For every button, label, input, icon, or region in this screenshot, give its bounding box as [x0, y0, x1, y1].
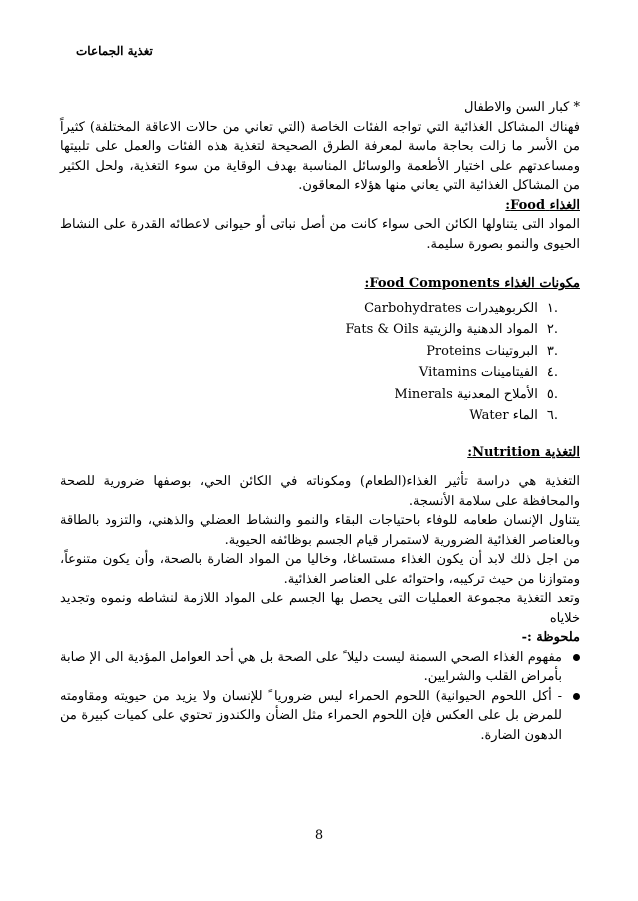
component-item: [60, 405, 558, 427]
component-number: .٦: [546, 408, 558, 423]
component-en: Vitamins: [418, 365, 477, 380]
food-heading-en: Food: [510, 197, 546, 213]
component-en: Proteins: [426, 343, 482, 359]
document-body: [60, 98, 580, 745]
note-text: - أكل اللحوم الحيوانية) اللحوم الحمراء ليس ضروريا ً للإنسان ولا يزيد من حيويته ومقاومته للمرض بل على العكس فإن اللحوم الحمراء مثل الضأن والكندوز تحتوي على كميات كبيرة من الدهون الضارة.: [60, 688, 562, 743]
food-paragraph: المواد التى يتناولها الكائن الحى سواء كانت من أصل نباتى أو حيوانى لاعطائه القدرة على النشاط الحيوى والنمو بصورة سليمة.: [60, 217, 580, 252]
nutrition-heading: التغذية Nutrition:: [467, 444, 580, 460]
food-heading-ar: الغذاء: [549, 197, 580, 213]
notes-list: [60, 648, 580, 746]
component-ar: المواد الدهنية والزيتية: [422, 322, 538, 337]
component-ar: الأملاح المعدنية: [456, 386, 538, 402]
component-ar: البروتينات: [485, 343, 538, 359]
elderly-heading: * كبار السن والاطفال: [464, 100, 580, 115]
component-item: [60, 298, 558, 320]
nutrition-paragraph-needs: يتناول الإنسان طعامه للوفاء باحتياجات البقاء والنمو والنشاط العضلي والذهني، والتزود بالطاقة وبالعناصر الغذائية الضرورية لاستمرار قيام الجسم بوظائفه الحيوية.: [60, 513, 580, 548]
component-number: .١: [546, 300, 558, 316]
component-en: Water: [469, 408, 509, 423]
component-number: .٤: [546, 365, 558, 380]
note-text: مفهوم الغذاء الصحي السمنة ليست دليلا ً على الصحة بل هي أحد العوامل المؤدية الى الإ صابة بأمراض القلب والشرايين.: [60, 649, 562, 684]
component-number: .٥: [546, 386, 558, 402]
component-ar: الماء: [512, 408, 538, 423]
bullet-icon: [573, 654, 580, 661]
elderly-paragraph: فهناك المشاكل الغذائية التي تواجه الفئات الخاصة (التي تعاني من حالات الاعاقة المختلفة) كثيراً من الأسر ما زالت بحاجة ماسة لمعرفة الطرق الصحيحة لتغذية هذه الفئات والعمل على تلبيتها ومساعدتهم على اختيار الأطعمة والوسائل المناسبة بهدف الوقاية من سوء التغذية، ولحل الكثير من المشاكل الغذائية التي يعاني منها هؤلاء المعاقون.: [60, 119, 580, 193]
component-number: .٣: [546, 343, 558, 359]
component-item: [60, 362, 558, 384]
component-item: [60, 341, 558, 363]
food-heading: الغذاء Food:: [505, 197, 580, 213]
page-number: 8: [314, 828, 324, 843]
running-header: تغذية الجماعات: [76, 44, 153, 58]
note-item: [60, 687, 580, 746]
component-ar: الفيتامينات: [480, 365, 538, 380]
nutrition-paragraph-processes: وتعد التغذية مجموعة العمليات التى يحصل بها الجسم على المواد اللازمة لنشاطه ونموه وتجديد خلاياه: [60, 591, 580, 626]
components-list: [60, 298, 580, 427]
nutrition-paragraph-definition: التغذية هي دراسة تأثير الغذاء(الطعام) ومكوناته في الكائن الحي، بوصفها ضرورية للصحة والمحافظة على سلامة الأنسجة.: [60, 474, 580, 509]
nutrition-paragraph-requirements: من اجل ذلك لابد أن يكون الغذاء مستساغا، وخاليا من المواد الضارة بالصحة، وأن يكون متنوعاً، ومتوازنا من حيث تركيبه، واحتوائه على العناصر الغذائية.: [60, 552, 580, 587]
component-number: .٢: [546, 322, 558, 337]
component-en: Fats & Oils: [345, 322, 419, 337]
component-en: Carbohydrates: [364, 300, 462, 316]
note-item: [60, 648, 580, 687]
component-en: Minerals: [394, 386, 453, 402]
component-ar: الكربوهيدرات: [465, 300, 538, 316]
component-item: [60, 319, 558, 341]
component-item: [60, 384, 558, 406]
bullet-icon: [573, 693, 580, 700]
components-heading: مكونات الغذاء Food Components:: [364, 276, 580, 291]
notes-heading: ملحوظة :-: [521, 630, 580, 645]
